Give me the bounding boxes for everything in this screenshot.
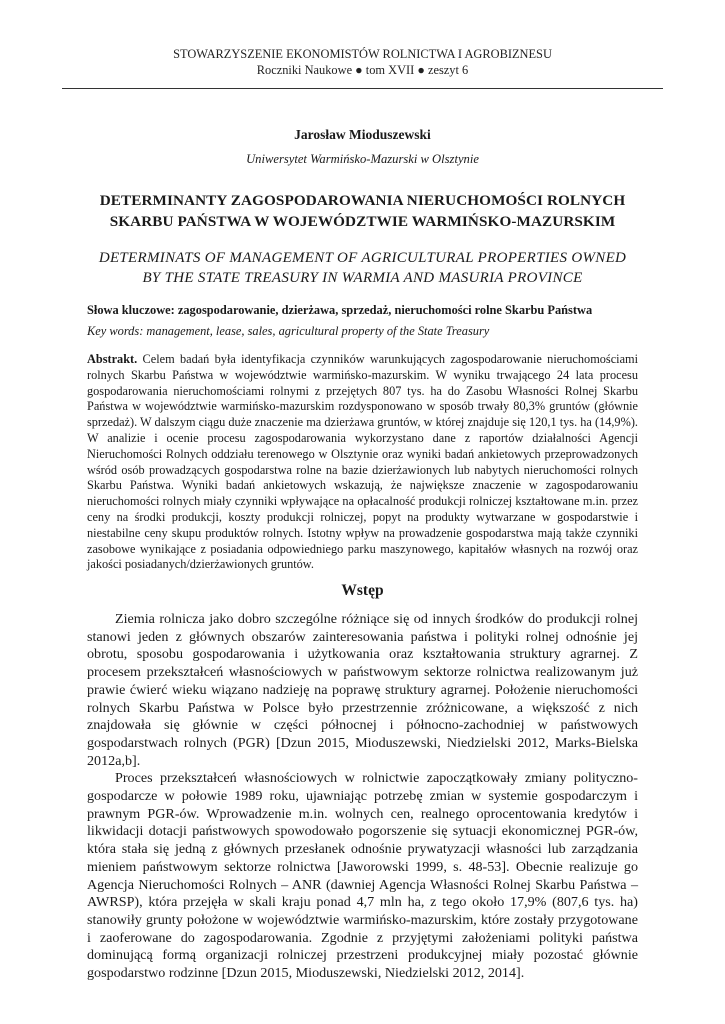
- title-polish: [70, 190, 655, 232]
- header-divider: [62, 88, 663, 89]
- title-polish-line-1: DETERMINANTY ZAGOSPODAROWANIA NIERUCHOMOŚCI ROLNYCH: [99, 192, 626, 209]
- journal-publisher: STOWARZYSZENIE EKONOMISTÓW ROLNICTWA I AGROBIZNESU: [173, 47, 552, 61]
- journal-issue: Roczniki Naukowe ● tom XVII ● zeszyt 6: [256, 63, 469, 77]
- section-heading-introduction: Wstęp: [341, 582, 384, 599]
- abstract-text: Celem badań była identyfikacja czynników warunkujących zagospodarowanie nieruchomościami rolnych Skarbu Państwa w województwie warmińsko-mazurskim. W wyniku trwającego 24 lata procesu gospodarowania nieruchomościami rolnymi z przejętych 807 tys. ha do Zasobu Własności Rolnej Skarbu Państwa w województwie warmińsko-mazurskim rozdysponowano w sposób trwały 80,3% gruntów (głównie sprzedaż). W dalszym ciągu duże znaczenie ma dzierżawa gruntów, w której znajduje się 120,1 tys. ha (14,9%). W analizie i ocenie procesu zagospodarowania wykorzystano dane z raportów działalności Agencji Nieruchomości Rolnych oddziału terenowego w Olsztynie oraz wyniki badań ankietowych przeprowadzonych wśród osób prowadzących gospodarstwa rolne na bazie dzierżawionych lub nabytych nieruchomości rolnych Skarbu Państwa. Wyniki badań ankietowych wskazują, że największe znaczenie w zagospodarowaniu nieruchomości rolnych miały czynniki wpływające na opłacalność produkcji rolniczej kształtowane m.in. przez ceny na środki produkcji, koszty produkcji rolniczej, popyt na produkty wytwarzane w gospodarstwie i niestabilne ceny skupu produktów rolnych. Istotny wpływ na prowadzenie gospodarstwa mają także czynniki zasobowe wynikające z posiadania odpowiedniego parku maszynowego, kapitałów własnych na rozwój oraz jakości posiadanych/dzierżawionych gruntów.: [87, 352, 639, 572]
- author-name: Jarosław Mioduszewski: [294, 127, 431, 142]
- keywords-polish: Słowa kluczowe: zagospodarowanie, dzierżawa, sprzedaż, nieruchomości rolne Skarbu Państwa: [87, 303, 593, 317]
- title-english: [70, 248, 655, 288]
- journal-header: [0, 46, 725, 78]
- paragraph: Ziemia rolnicza jako dobro szczególne różniące się od innych środków do produkcji rolnej stanowi jeden z głównych obszarów zainteresowania państwa i polityki rolnej odnośnie jej obrotu, sposobu gospodarowania i użytkowania oraz kształtowania struktury agrarnej. Z procesem przekształceń własnościowych w państwowym sektorze rolnictwa realizowanym już prawie ćwierć wieku wiązano nadzieję na poprawę struktury agrarnej. Położenie nieruchomości rolnych Skarbu Państwa w Polsce było przestrzennie zróżnicowane, a większość z nich znajdowała się głównie w części północnej i północno-zachodniej w państwowych gospodarstwach rolnych (PGR) [Dzun 2015, Mioduszewski, Niedzielski 2012, Marks-Bielska 2012a,b].: [87, 611, 638, 769]
- abstract: [87, 352, 638, 573]
- keywords-english: Key words: management, lease, sales, agricultural property of the State Treasury: [87, 324, 490, 338]
- abstract-label: Abstrakt.: [87, 352, 138, 366]
- title-english-line-1: DETERMINATS OF MANAGEMENT OF AGRICULTURAL PROPERTIES OWNED: [98, 250, 627, 266]
- paragraph: Proces przekształceń własnościowych w rolnictwie zapoczątkowały zmiany polityczno-gospodarcze w połowie 1989 roku, ujawniając potrzebę zmian w systemie gospodarczym i prawnym PGR-ów. Wprowadzenie m.in. wolnych cen, realnego oprocentowania kredytów i likwidacji dotacji państwowych spowodowało pogorszenie się sytuacji ekonomicznej PGR-ów, która stała się jedną z głównych przesłanek odnośnie prywatyzacji własności lub zarządzania mieniem państwowym sektorze rolnictwa [Jaworowski 1999, s. 48-53]. Obecnie realizuje go Agencja Nieruchomości Rolnych – ANR (dawniej Agencja Własności Rolnej Skarbu Państwa – AWRSP), która przejęła w skali kraju ponad 4,7 mln ha, z tego około 17,9% (807,6 tys. ha) stanowiły grunty położone w województwie warmińsko-mazurskim, które zostały przygotowane i zaoferowane do zagospodarowania. Zgodnie z przyjętymi założeniami polityki państwa dominującą formą organizacji rolniczej przestrzeni produkcyjnej miały pozostać głównie gospodarstwo rodzinne [Dzun 2015, Mioduszewski, Niedzielski 2012, 2014].: [87, 770, 638, 982]
- author-affiliation: Uniwersytet Warmińsko-Mazurski w Olsztynie: [246, 152, 479, 166]
- title-polish-line-2: SKARBU PAŃSTWA W WOJEWÓDZTWIE WARMIŃSKO-MAZURSKIM: [109, 213, 616, 230]
- title-english-line-2: BY THE STATE TREASURY IN WARMIA AND MASURIA PROVINCE: [142, 270, 583, 286]
- introduction-body: [87, 611, 638, 983]
